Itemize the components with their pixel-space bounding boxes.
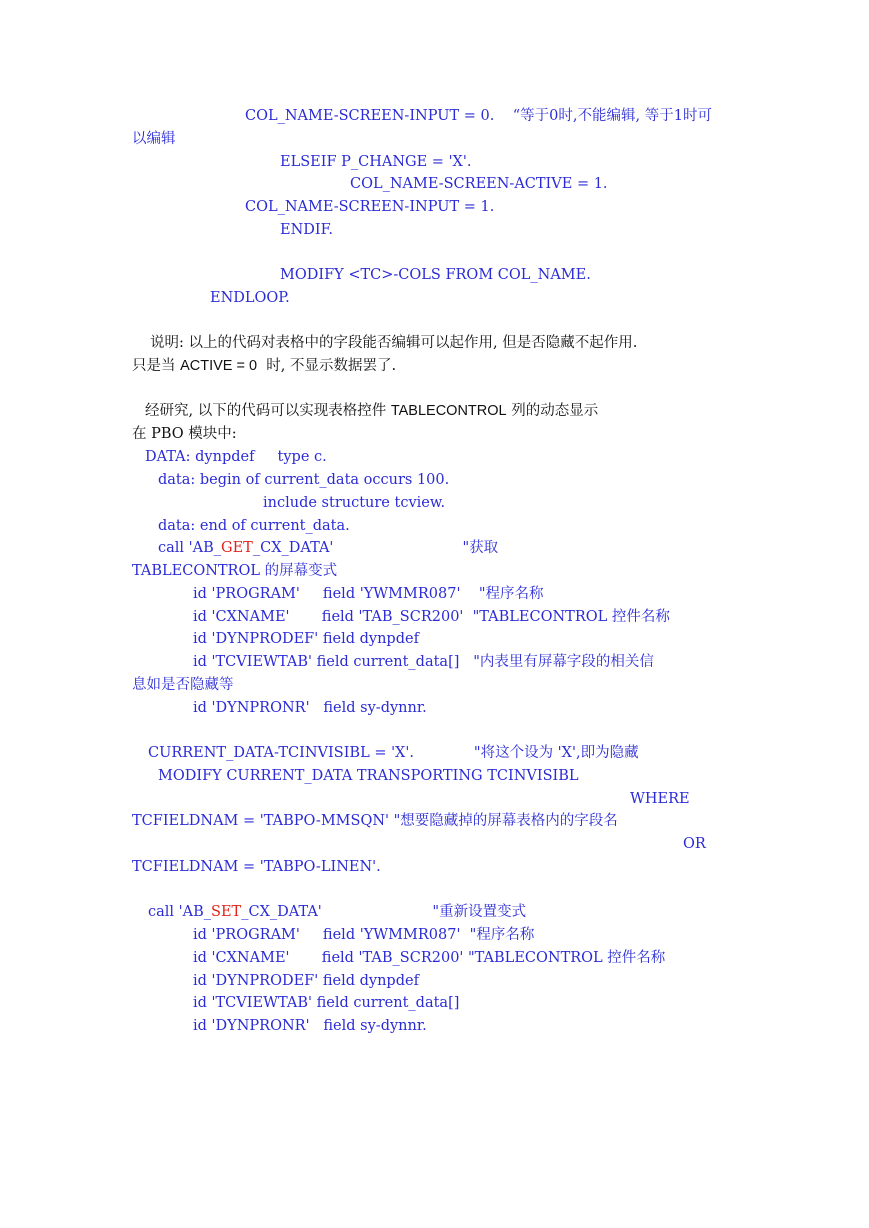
line-segment: GET bbox=[221, 540, 253, 556]
line-segment: 经研究, 以下的代码可以实现表格控件 bbox=[145, 403, 391, 419]
code-line bbox=[193, 948, 665, 968]
code-line bbox=[630, 789, 690, 809]
line-segment: id 'TCVIEWTAB' field current_data[] bbox=[193, 995, 460, 1011]
line-segment: call 'AB_ bbox=[148, 904, 212, 920]
code-line bbox=[148, 902, 526, 922]
code-line bbox=[148, 743, 639, 763]
line-segment: id 'CXNAME' field 'TAB_SCR200' "TABLECONTROL 控件名称 bbox=[193, 950, 666, 966]
line-segment: include structure tcview. bbox=[263, 495, 446, 511]
code-line bbox=[350, 174, 608, 194]
code-line bbox=[193, 629, 419, 649]
line-segment: data: end of current_data. bbox=[158, 518, 350, 534]
code-line bbox=[280, 265, 591, 285]
code-line bbox=[193, 607, 670, 627]
line-segment: 列的动态显示 bbox=[506, 403, 599, 419]
line-segment: ELSEIF P_CHANGE = 'X'. bbox=[280, 154, 472, 170]
code-line bbox=[132, 811, 618, 831]
line-segment: SET bbox=[211, 904, 242, 920]
code-line bbox=[683, 834, 706, 854]
line-segment: COL_NAME-SCREEN-INPUT = 1. bbox=[245, 199, 495, 215]
line-segment: TCFIELDNAM = 'TABPO-LINEN'. bbox=[132, 859, 381, 875]
line-segment: MODIFY <TC>-COLS FROM COL_NAME. bbox=[280, 267, 591, 283]
line-segment: 说明: 以上的代码对表格中的字段能否编辑可以起作用, 但是否隐藏不起作用. bbox=[150, 335, 638, 351]
code-line bbox=[193, 1016, 427, 1036]
line-segment: 在 PBO 模块中: bbox=[132, 426, 237, 442]
line-segment: id 'DYNPRONR' field sy-dynnr. bbox=[193, 1018, 427, 1034]
line-segment: 息如是否隐藏等 bbox=[132, 677, 234, 693]
line-segment: id 'PROGRAM' field 'YWMMR087' "程序名称 bbox=[193, 927, 535, 943]
code-line bbox=[158, 766, 579, 786]
code-line bbox=[132, 675, 234, 695]
line-segment: id 'DYNPRODEF' field dynpdef bbox=[193, 973, 419, 989]
code-line bbox=[132, 129, 176, 149]
line-segment: id 'TCVIEWTAB' field current_data[] "内表里有屏幕字段的相关信 bbox=[193, 654, 654, 670]
code-line bbox=[263, 493, 445, 513]
line-segment: 时, 不显示数据罢了. bbox=[257, 358, 397, 374]
line-segment: id 'CXNAME' field 'TAB_SCR200' "TABLECONTROL 控件名称 bbox=[193, 609, 670, 625]
code-line bbox=[132, 561, 337, 581]
code-line bbox=[245, 197, 494, 217]
line-segment: ENDLOOP. bbox=[210, 290, 290, 306]
code-line bbox=[193, 698, 427, 718]
code-line bbox=[145, 447, 327, 467]
line-segment: TABLECONTROL 的屏幕变式 bbox=[132, 563, 338, 579]
line-segment: id 'DYNPRODEF' field dynpdef bbox=[193, 631, 419, 647]
text-line bbox=[150, 333, 637, 353]
line-segment: _CX_DATA' "获取 bbox=[252, 540, 499, 556]
code-line bbox=[193, 925, 534, 945]
code-line bbox=[193, 993, 459, 1013]
line-segment: WHERE bbox=[630, 791, 690, 807]
code-line bbox=[280, 220, 333, 240]
line-segment: _CX_DATA' "重新设置变式 bbox=[241, 904, 527, 920]
text-line bbox=[132, 356, 396, 376]
code-line bbox=[245, 106, 712, 126]
line-segment: data: begin of current_data occurs 100. bbox=[158, 472, 450, 488]
text-line bbox=[132, 424, 237, 444]
code-line bbox=[280, 152, 471, 172]
code-line bbox=[210, 288, 290, 308]
line-segment: call 'AB_ bbox=[158, 540, 222, 556]
text-line bbox=[145, 401, 598, 421]
line-segment: id 'DYNPRONR' field sy-dynnr. bbox=[193, 700, 427, 716]
line-segment: id 'PROGRAM' field 'YWMMR087' "程序名称 bbox=[193, 586, 544, 602]
code-line bbox=[158, 470, 449, 490]
line-segment: COL_NAME-SCREEN-ACTIVE = 1. bbox=[350, 176, 608, 192]
line-segment: 以编辑 bbox=[132, 131, 176, 147]
line-segment: ACTIVE = 0 bbox=[180, 358, 258, 374]
line-segment: CURRENT_DATA-TCINVISIBL = 'X'. "将这个设为 'X',即为隐藏 bbox=[148, 745, 639, 761]
line-segment: 只是当 bbox=[132, 358, 181, 374]
line-segment: DATA: dynpdef type c. bbox=[145, 449, 327, 465]
line-segment: ENDIF. bbox=[280, 222, 334, 238]
line-segment: MODIFY CURRENT_DATA TRANSPORTING TCINVISIBL bbox=[158, 768, 579, 784]
code-line bbox=[158, 538, 498, 558]
code-line bbox=[193, 652, 654, 672]
code-line bbox=[158, 516, 350, 536]
line-segment: TABLECONTROL bbox=[390, 403, 507, 419]
line-segment: TCFIELDNAM = 'TABPO-MMSQN' "想要隐藏掉的屏幕表格内的字段名 bbox=[132, 813, 618, 829]
code-line bbox=[193, 584, 544, 604]
line-segment: OR bbox=[683, 836, 706, 852]
code-line bbox=[132, 857, 381, 877]
line-segment: COL_NAME-SCREEN-INPUT = 0. “等于0时,不能编辑, 等于1时可 bbox=[245, 108, 712, 124]
code-line bbox=[193, 971, 419, 991]
